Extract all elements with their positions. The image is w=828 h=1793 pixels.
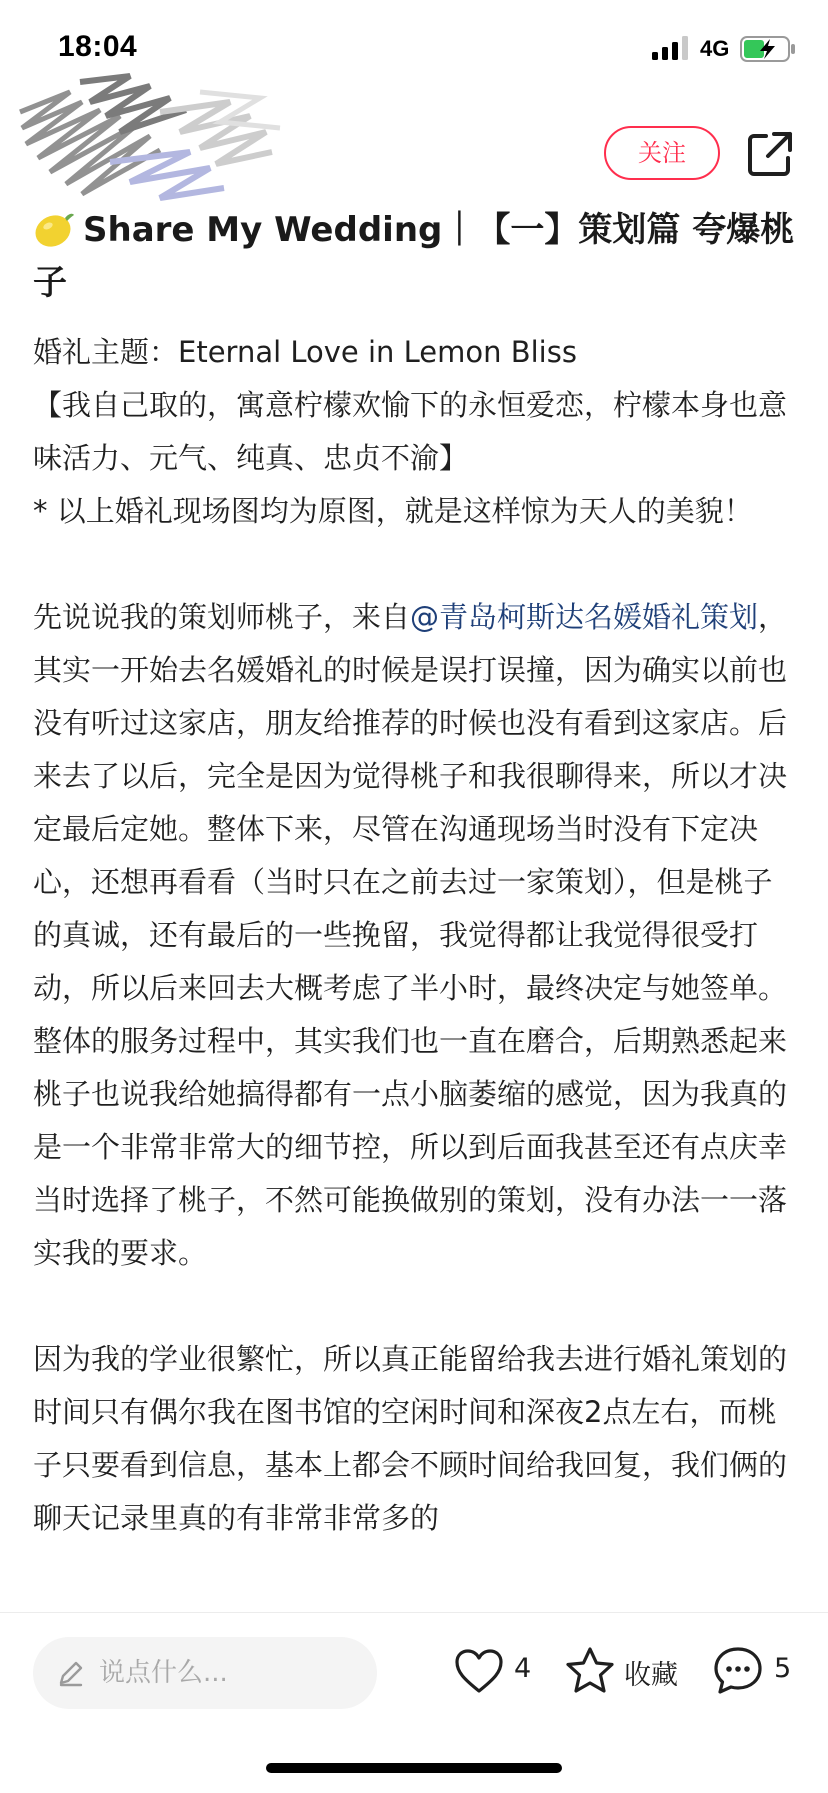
bottom-action-bar: [0, 1612, 828, 1793]
mention-link[interactable]: @青岛柯斯达名媛婚礼策划: [410, 600, 759, 634]
paragraph-planner: [33, 591, 797, 1280]
share-icon[interactable]: [744, 128, 796, 180]
paragraph-schedule: 因为我的学业很繁忙，所以真正能留给我去进行婚礼策划的时间只有偶尔我在图书馆的空闲时间和深夜2点左右，而桃子只要看到信息，基本上都会不顾时间给我回复，我们俩的聊天记录里真的有非常非常多的: [33, 1342, 788, 1535]
network-type: 4G: [700, 36, 730, 61]
comment-bubble-icon: [712, 1645, 764, 1697]
paragraph-planner-text: ，其实一开始去名媛婚礼的时候是误打误撞，因为确实以前也没有听过这家店，朋友给推荐的时候也没有看到这家店。后来去了以后，完全是因为觉得桃子和我很聊得来，所以才决定最后定她。整体下来，尽管在沟通现场当时没有下定决心，还想再看看（当时只在之前去过一家策划），但是桃子的真诚，还有最后的一些挽留，我觉得都让我觉得很受打动，所以后来回去大概考虑了半小时，最终决定与她签单。整体的服务过程中，其实我们也一直在磨合，后期熟悉起来桃子也说我给她搞得都有一点小脑萎缩的感觉，因为我真的是一个非常非常大的细节控，所以到后面我甚至还有点庆幸当时选择了桃子，不然可能换做别的策划，没有办法一一落实我的要求。: [33, 600, 788, 1270]
comment-input[interactable]: [33, 1637, 377, 1709]
blank-line: [33, 1280, 797, 1333]
comment-button[interactable]: [712, 1647, 808, 1703]
paragraph-planner-intro: 先说说我的策划师桃子，来自: [33, 600, 411, 634]
like-count: 4: [514, 1653, 532, 1684]
paragraph-theme-meaning: 【我自己取的，寓意柠檬欢愉下的永恒爱恋，柠檬本身也意味活力、元气、纯真、忠贞不渝】: [33, 388, 788, 475]
follow-button[interactable]: 关注: [604, 126, 720, 180]
home-indicator[interactable]: [266, 1763, 562, 1773]
post-title: [33, 204, 795, 310]
blank-line: [33, 538, 797, 591]
post-title-text: Share My Wedding｜【一】策划篇 夸爆桃子: [33, 210, 795, 303]
paragraph-theme: 婚礼主题：Eternal Love in Lemon Bliss: [33, 335, 577, 369]
pencil-icon: [57, 1659, 85, 1687]
status-time: 18:04: [58, 30, 138, 63]
author-avatar[interactable]: [10, 72, 310, 212]
comment-count: 5: [774, 1653, 792, 1684]
post-body: [33, 326, 797, 1545]
paragraph-photo-note: * 以上婚礼现场图均为原图，就是这样惊为天人的美貌！: [33, 494, 753, 528]
collect-button[interactable]: [564, 1647, 694, 1703]
like-button[interactable]: [454, 1647, 544, 1703]
heart-icon: [454, 1647, 504, 1695]
star-icon: [564, 1645, 616, 1695]
battery-charging-icon: [740, 36, 796, 62]
collect-label: 收藏: [624, 1660, 678, 1691]
cellular-signal-icon: [652, 36, 692, 60]
lemon-icon: [33, 209, 75, 249]
comment-placeholder: 说点什么...: [99, 1658, 228, 1688]
